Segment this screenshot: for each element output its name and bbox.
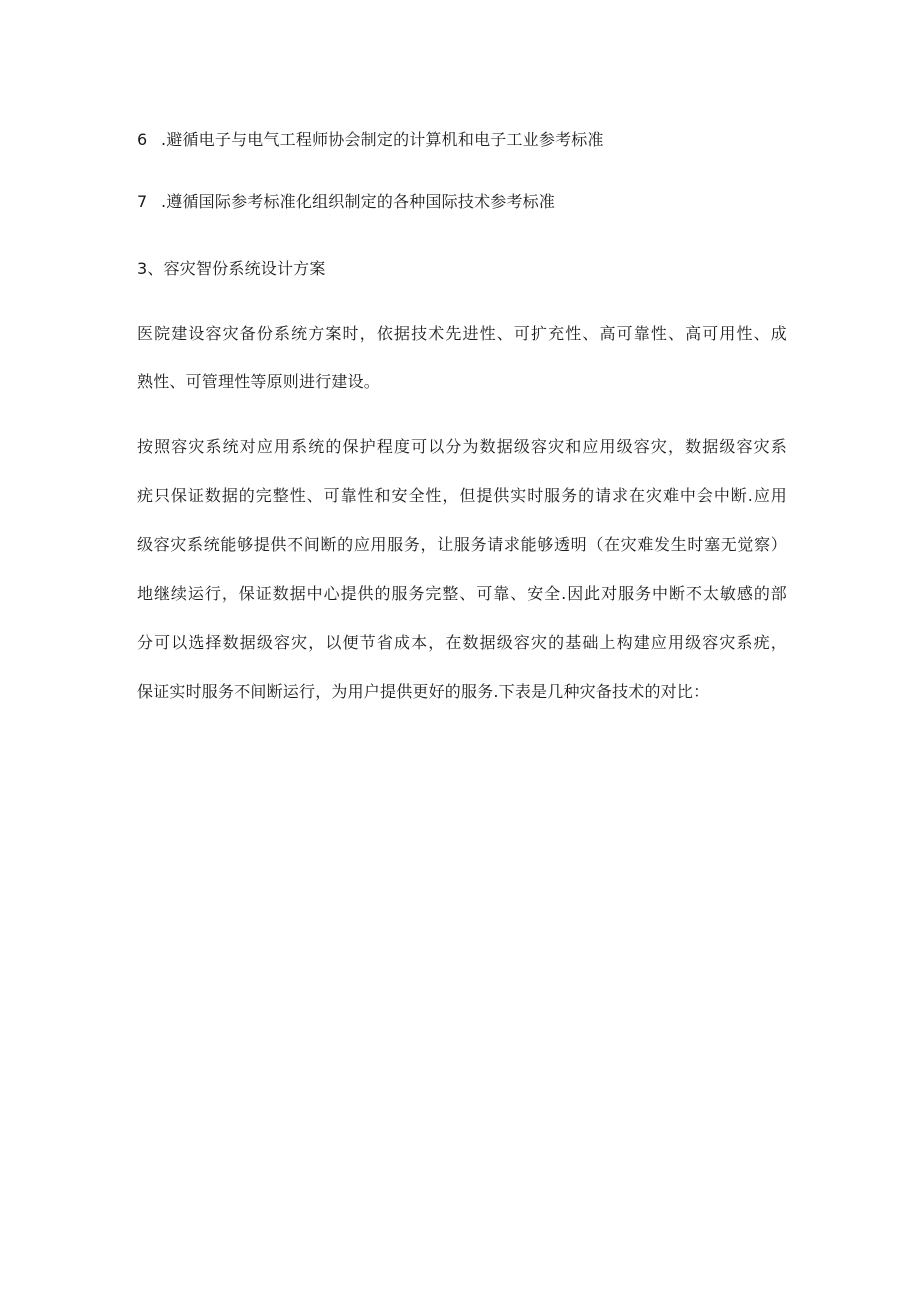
list-item-number: 6 bbox=[137, 130, 148, 149]
paragraph-1-line: 熟性、可管理性等原则进行建设。 bbox=[137, 372, 381, 391]
list-item-text: .避循电子与电气工程师协会制定的计算机和电子工业参考标准 bbox=[161, 130, 604, 149]
paragraph-2-line: 分可以选择数据级容灾，以便节省成本，在数据级容灾的基础上构建应用级容灾系疣， bbox=[137, 633, 787, 652]
paragraph-2-line: 地继续运行，保证数据中心提供的服务完整、可靠、安全.因此对服务中断不太敏感的部 bbox=[137, 584, 787, 603]
list-item-text: .遵循国际参考标准化组织制定的各种国际技术参考标准 bbox=[161, 192, 556, 211]
list-item-number: 7 bbox=[137, 192, 148, 211]
paragraph-2-line: 保证实时服务不间断运行，为用户提供更好的服务.下表是几种灾备技术的对比： bbox=[137, 682, 710, 701]
list-item-7 bbox=[137, 192, 555, 212]
list-item-6 bbox=[137, 130, 604, 150]
paragraph-2-line: 级容灾系统能够提供不间断的应用服务，让服务请求能够透明（在灾难发生时塞无觉察） bbox=[137, 535, 787, 554]
paragraph-2-line: 疣只保证数据的完整性、可靠性和安全性，但提供实时服务的请求在灾难中会中断.应用 bbox=[137, 486, 787, 505]
section-heading: 3、容灾智份系统设计方案 bbox=[137, 259, 326, 278]
paragraph-1-line: 医院建设容灾备份系统方案时，依据技术先进性、可扩充性、高可靠性、高可用性、成 bbox=[137, 324, 787, 343]
paragraph-2-line: 按照容灾系统对应用系统的保护程度可以分为数据级容灾和应用级容灾，数据级容灾系 bbox=[137, 437, 787, 456]
